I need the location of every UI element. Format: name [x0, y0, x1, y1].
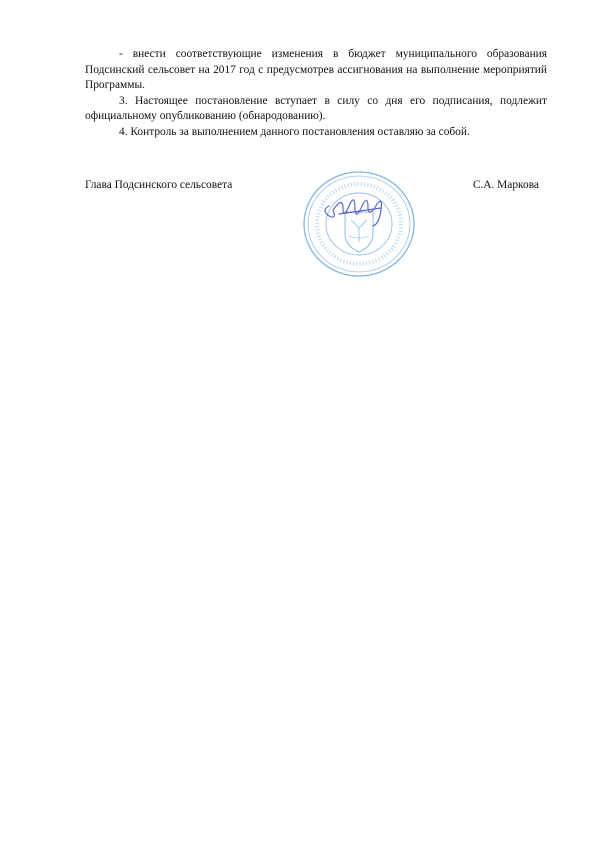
paragraph-control: 4. Контроль за выполнением данного постановления оставляю за собой. [119, 125, 470, 138]
signatory-name: С.А. Маркова [472, 179, 539, 191]
official-seal-icon [299, 166, 419, 282]
signature-block [85, 178, 547, 288]
paragraph-budget-changes: - внести соответствующие изменения в бюджет муниципального образования Подсинский сельсовет на 2017 год с предусмотрев ассигнования на выполнение мероприятий Программы. [85, 48, 547, 91]
document-body [85, 47, 547, 140]
paragraph-effective-date: 3. Настоящее постановление вступает в силу со дня его подписания, подлежит официальному опубликованию (обнародованию). [85, 94, 547, 122]
signatory-title: Глава Подсинского сельсовета [85, 179, 233, 191]
